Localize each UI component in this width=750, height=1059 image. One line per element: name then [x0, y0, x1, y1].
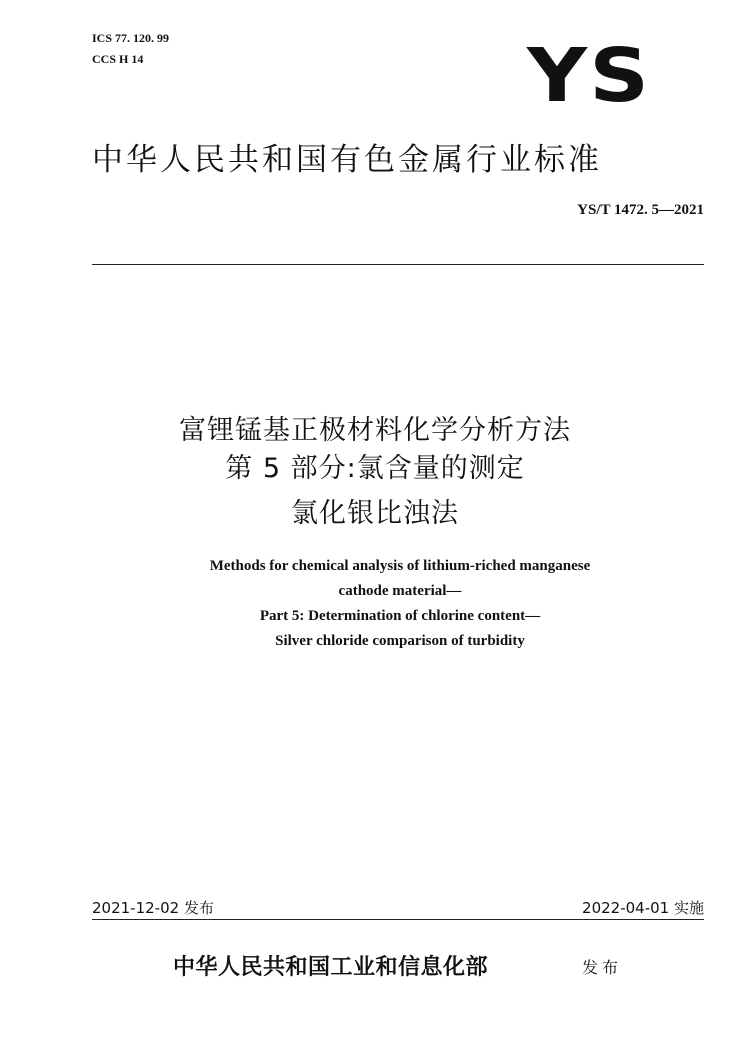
ccs-code: CCS H 14	[92, 52, 144, 66]
chinese-title-line-2: 第 5 部分:氯含量的测定	[225, 453, 525, 484]
ics-code: ICS 77. 120. 99	[92, 31, 170, 45]
implementation-date: 2022-04-01 实施	[582, 899, 704, 917]
header-divider	[92, 264, 704, 265]
chinese-title-line-3: 氯化银比浊法	[291, 498, 459, 529]
issuing-label: 发布	[582, 960, 623, 977]
ys-logo: YS	[527, 33, 652, 119]
issuing-authority: 中华人民共和国工业和信息化部	[173, 954, 489, 979]
english-title-line-4: Silver chloride comparison of turbidity	[275, 633, 525, 649]
footer-divider	[92, 919, 704, 920]
english-title-line-3: Part 5: Determination of chlorine content—	[259, 608, 541, 624]
standard-number: YS/T 1472. 5—2021	[577, 202, 704, 218]
issue-date: 2021-12-02 发布	[92, 899, 214, 917]
standard-category-title: 中华人民共和国有色金属行业标准	[92, 142, 602, 178]
chinese-title-line-1: 富锂锰基正极材料化学分析方法	[179, 415, 571, 446]
english-title-line-2: cathode material—	[338, 583, 462, 599]
english-title-line-1: Methods for chemical analysis of lithium-riched manganese	[209, 558, 591, 574]
